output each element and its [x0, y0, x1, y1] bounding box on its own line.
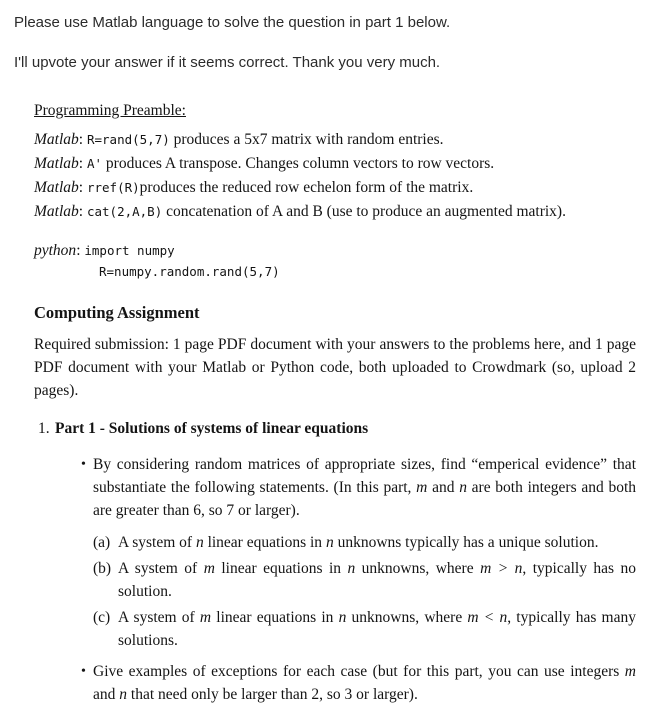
- text-segment: A system of: [118, 560, 204, 577]
- separator: :: [78, 179, 87, 196]
- math-variable: n: [195, 534, 204, 551]
- math-variable: n: [325, 534, 334, 551]
- text-segment: By considering random matrices of appropriate sizes, find “emperical evidence” that substantiate the following statements. (In this part,: [93, 456, 636, 496]
- note-text: produces the reduced row echelon form of the matrix.: [139, 179, 474, 196]
- separator: :: [78, 155, 87, 172]
- text-segment: linear equations in: [203, 534, 326, 551]
- case-label: (a): [93, 534, 111, 551]
- part1-item: [34, 417, 636, 440]
- intro-line-2: I'll upvote your answer if it seems correct. Thank you very much.: [14, 54, 441, 71]
- bullet-item-2-text: [93, 660, 636, 706]
- text-segment: linear equations in: [214, 560, 348, 577]
- math-expression: m < n: [467, 609, 508, 626]
- matlab-note-4: [34, 200, 636, 223]
- note-text: produces A transpose. Changes column vectors to row vectors.: [102, 155, 495, 172]
- text-segment: A system of: [118, 534, 196, 551]
- code-snippet: A': [86, 156, 103, 171]
- language-label: Matlab: [34, 155, 79, 172]
- math-variable: m: [203, 560, 215, 577]
- text-segment: unknowns, where: [355, 560, 481, 577]
- text-segment: , typically has many solutions.: [118, 609, 636, 649]
- bullet-icon: •: [81, 664, 86, 679]
- text-segment: that need only be larger than 2, so 3 or larger).: [127, 686, 418, 703]
- separator: :: [78, 203, 87, 220]
- code-snippet: rref(R): [86, 180, 140, 195]
- language-label: Matlab: [34, 203, 79, 220]
- text-segment: and: [427, 479, 460, 496]
- preamble-title: Programming Preamble:: [34, 102, 186, 119]
- separator: :: [78, 131, 87, 148]
- code-snippet: R=rand(5,7): [86, 132, 170, 147]
- text-segment: and: [93, 686, 120, 703]
- python-note: [34, 240, 636, 282]
- code-snippet: import numpy: [84, 243, 175, 258]
- math-variable: n: [338, 609, 347, 626]
- note-text: produces a 5x7 matrix with random entries.: [169, 131, 444, 148]
- text-segment: , typically has no solution.: [118, 560, 637, 600]
- case-list: [93, 531, 636, 652]
- assignment-document: [34, 99, 636, 706]
- math-variable: n: [459, 479, 467, 496]
- case-label: (b): [93, 560, 112, 577]
- code-snippet: R=numpy.random.rand(5,7): [99, 264, 280, 279]
- bullet-item-1-text: [93, 453, 636, 522]
- language-label: Matlab: [34, 131, 79, 148]
- case-label: (c): [93, 609, 111, 626]
- bullet-item-1-body: [93, 453, 636, 652]
- part1-title: Part 1 - Solutions of systems of linear equations: [55, 420, 369, 437]
- matlab-note-1: [34, 128, 636, 151]
- text-segment: A system of: [118, 609, 200, 626]
- text-segment: unknowns typically has a unique solution.: [333, 534, 599, 551]
- case-item-b: [93, 557, 636, 603]
- math-expression: m > n: [480, 560, 523, 577]
- matlab-note-3: [34, 176, 636, 199]
- matlab-note-2: [34, 152, 636, 175]
- bullet-item-1: [81, 453, 636, 652]
- math-variable: m: [624, 663, 636, 680]
- case-item-a: [93, 531, 636, 554]
- language-label: python: [34, 242, 77, 259]
- note-text: concatenation of A and B (use to produce an augmented matrix).: [162, 203, 566, 220]
- case-text: [118, 531, 636, 554]
- text-segment: are both integers and both are greater than 6, so 7 or larger).: [93, 479, 636, 519]
- bullet-item-2: [81, 660, 636, 706]
- language-label: Matlab: [34, 179, 79, 196]
- math-variable: m: [199, 609, 212, 626]
- text-segment: Give examples of exceptions for each case (but for this part, you can use integers: [93, 663, 625, 680]
- case-text: [118, 557, 636, 603]
- separator: :: [76, 242, 85, 259]
- math-variable: n: [119, 686, 128, 703]
- bullet-list: [81, 453, 636, 706]
- text-segment: unknowns, where: [346, 609, 468, 626]
- submission-paragraph: Required submission: 1 page PDF document with your answers to the problems here, and 1 page PDF document with your Matlab or Python code, both uploaded to Crowdmark (so, upload 2 pages).: [34, 336, 636, 399]
- case-item-c: [93, 606, 636, 652]
- intro-line-1: Please use Matlab language to solve the question in part 1 below.: [14, 14, 451, 31]
- code-snippet: cat(2,A,B): [86, 204, 163, 219]
- bullet-icon: •: [81, 457, 86, 472]
- math-variable: n: [347, 560, 356, 577]
- section-heading: Computing Assignment: [34, 303, 200, 322]
- math-variable: m: [416, 479, 428, 496]
- case-text: [118, 606, 636, 652]
- list-number: 1.: [38, 420, 50, 437]
- text-segment: linear equations in: [211, 609, 339, 626]
